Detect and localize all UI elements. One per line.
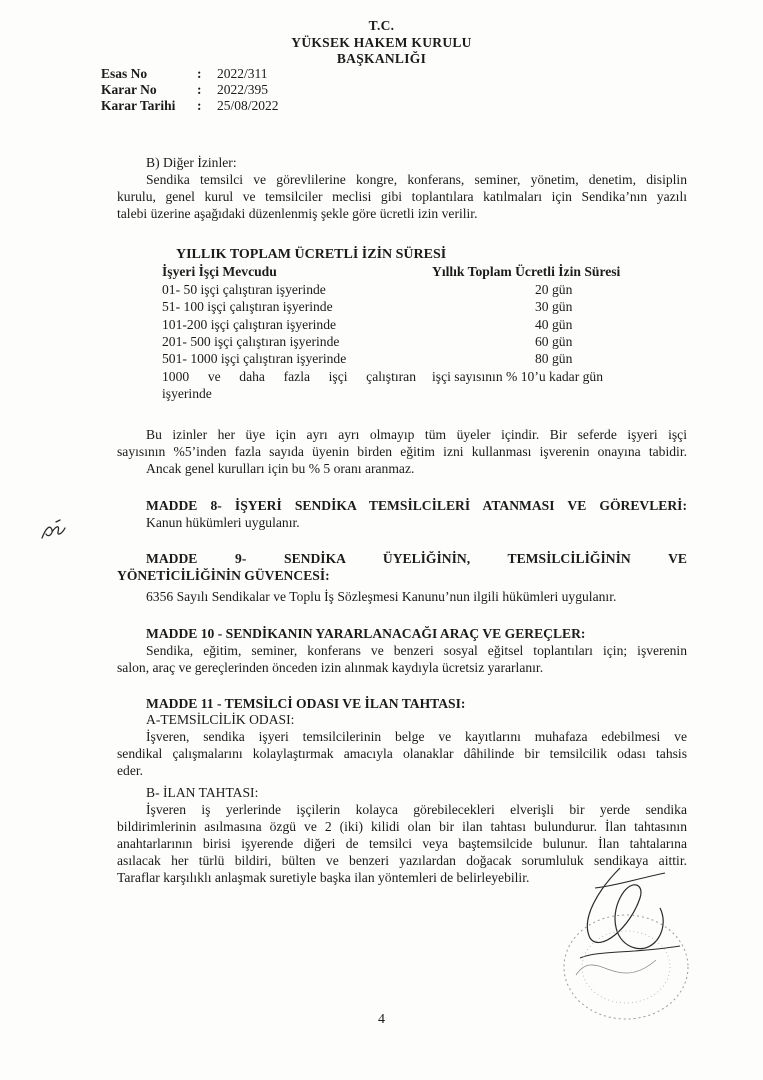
- madde-10-line-1: Sendika, eğitim, seminer, konferans ve benzeri sosyal eğitsel toplantıları için; işverenin: [146, 643, 687, 658]
- madde-11-b-line-1: İşveren iş yerlerinde işçilerin kolayca görebilecekleri elverişli bir yerde sendika: [146, 802, 687, 817]
- seal-stamp: [546, 905, 696, 1025]
- madde-8-title: MADDE 8- İŞYERİ SENDİKA TEMSİLCİLERİ ATANMASI VE GÖREVLERİ:: [146, 498, 687, 513]
- meta-value: 2022/395: [217, 82, 269, 97]
- madde-8-body: Kanun hükümleri uygulanır.: [146, 515, 300, 530]
- meta-sep: :: [197, 82, 202, 97]
- madde-11-b-line-3: anahtarlarının birisi işyerende diğeri de temsilci veya baştemsilcide bulunur. İlan tahtalarına: [117, 836, 687, 851]
- section-b-line-2: kurulu, genel kurul ve temsilciler meclisi gibi toplantılara katılmaları için Sendika’nın yazılı: [117, 189, 687, 204]
- section-b-heading: B) Diğer İzinler:: [146, 155, 237, 170]
- row-range: 01- 50 işçi çalıştıran işyerinde: [162, 281, 326, 297]
- table-row: [162, 316, 662, 333]
- madde-11-a-line-3: eder.: [117, 763, 144, 778]
- madde-11-b-line-2: bildirimlerinin asılmasına özgü ve 2 (iki) kilidi olan bir ilan tahtası bulundurur. İlan tahtasının: [117, 819, 687, 834]
- table-row: [162, 281, 662, 298]
- madde-10-line-2: salon, araç ve gereçlerinden önceden izin alınmak kaydıyla ücretsiz yararlanır.: [117, 660, 544, 675]
- madde-11-b-line-5: Taraflar karşılıklı anlaşmak suretiyle başka ilan yöntemleri de belirleyebilir.: [117, 870, 530, 885]
- table-row: [162, 350, 662, 367]
- meta-value: 2022/311: [217, 66, 268, 81]
- madde-11-a-line-2: sendikal çalışmalarını kolaylaştırmak amacıyla olanaklar dâhilinde bir temsilcilik odası tahsis: [117, 746, 687, 761]
- row-range: 101-200 işçi çalıştıran işyerinde: [162, 316, 337, 332]
- row-days: 40 gün: [535, 316, 573, 332]
- meta-key: Esas No: [101, 66, 148, 81]
- case-meta: [101, 66, 279, 114]
- madde-11-title: MADDE 11 - TEMSİLCİ ODASI VE İLAN TAHTASI:: [146, 696, 466, 711]
- table-row: [162, 298, 662, 315]
- row-range-line-1: 1000 ve daha fazla işçi çalıştıran: [162, 368, 416, 384]
- initials-mark: [38, 518, 68, 544]
- row-range: 201- 500 işçi çalıştıran işyerinde: [162, 334, 340, 350]
- table-row-last: [162, 368, 662, 403]
- table-row: [162, 333, 662, 350]
- leave-table: [162, 246, 662, 403]
- section-b-line-3: talebi üzerine aşağıdaki düzenlenmiş şekle göre ücretli izin verilir.: [117, 206, 478, 221]
- madde-10-title: MADDE 10 - SENDİKANIN YARARLANACAĞI ARAÇ VE GEREÇLER:: [146, 626, 586, 641]
- col-header-leave: Yıllık Toplam Ücretli İzin Süresi: [432, 264, 621, 280]
- header-department: BAŞKANLIĞI: [336, 51, 427, 66]
- notes-line-3: Ancak genel kurulları için bu % 5 oranı aranmaz.: [146, 461, 415, 476]
- meta-sep: :: [197, 98, 202, 113]
- col-header-workforce: İşyeri İşçi Mevcudu: [162, 264, 277, 280]
- meta-karar: [101, 82, 279, 98]
- meta-value: 25/08/2022: [217, 98, 279, 113]
- madde-11-sub-a: A-TEMSİLCİLİK ODASI:: [146, 712, 295, 727]
- madde-9-body: 6356 Sayılı Sendikalar ve Toplu İş Sözleşmesi Kanunu’nun ilgili hükümleri uygulanır.: [146, 589, 617, 604]
- page-number: 4: [378, 1012, 385, 1027]
- meta-sep: :: [197, 66, 202, 81]
- notes-line-2: sayısının %5’inden fazla sayıda üyenin birden eğitim izni kullanması işverenin onayına tabidir.: [117, 444, 687, 459]
- row-range: 501- 1000 işçi çalıştıran işyerinde: [162, 351, 347, 367]
- header-institution: YÜKSEK HAKEM KURULU: [291, 35, 472, 50]
- madde-9-title-2: YÖNETİCİLİĞİNİN GÜVENCESİ:: [117, 568, 330, 583]
- header-tc: T.C.: [368, 18, 395, 33]
- meta-key: Karar Tarihi: [101, 98, 176, 113]
- row-days: 30 gün: [535, 299, 573, 315]
- row-days: 60 gün: [535, 334, 573, 350]
- madde-11-a-line-1: İşveren, sendika işyeri temsilcilerinin belge ve kayıtlarını muhafaza edebilmesi ve: [146, 729, 687, 744]
- madde-11-b-line-4: asılacak her türlü bildiri, bülten ve benzeri yazılardan doğacak sorumluluk sendikaya aittir.: [117, 853, 687, 868]
- row-days: 80 gün: [535, 351, 573, 367]
- row-range: 51- 100 işçi çalıştıran işyerinde: [162, 299, 333, 315]
- meta-key: Karar No: [101, 82, 157, 97]
- meta-esas: [101, 66, 279, 82]
- row-days: işçi sayısının % 10’u kadar gün: [432, 368, 604, 384]
- madde-9-title-1: MADDE 9- SENDİKA ÜYELİĞİNİN, TEMSİLCİLİĞİNİN VE: [146, 551, 687, 566]
- row-range-line-2: işyerinde: [162, 386, 212, 402]
- leave-table-title: YILLIK TOPLAM ÜCRETLİ İZİN SÜRESİ: [176, 247, 447, 262]
- notes-line-1: Bu izinler her üye için ayrı ayrı olmayıp tüm üyeler içindir. Bir seferde işyeri işçi: [146, 427, 687, 442]
- leave-table-header: [162, 263, 662, 280]
- madde-11-sub-b: B- İLAN TAHTASI:: [146, 785, 259, 800]
- section-b-line-1: Sendika temsilci ve görevlilerine kongre, konferans, seminer, yönetim, denetim, disiplin: [146, 172, 687, 187]
- row-days: 20 gün: [535, 281, 573, 297]
- meta-tarih: [101, 98, 279, 114]
- row-range: [162, 368, 432, 403]
